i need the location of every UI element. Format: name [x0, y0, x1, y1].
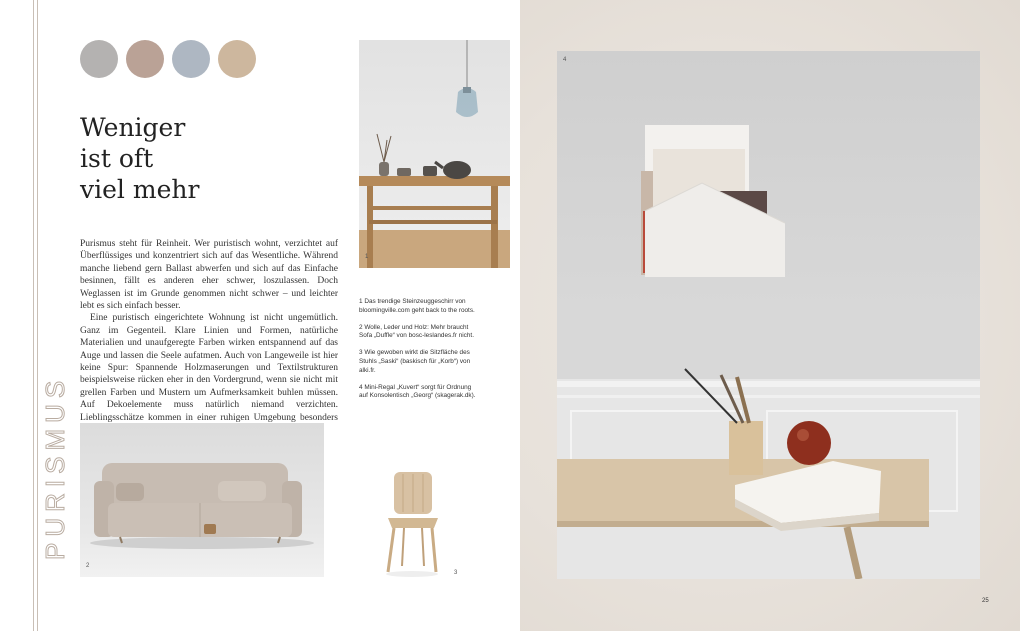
image-number: 4: [563, 57, 567, 63]
image-number: 3: [454, 570, 458, 576]
page-number: 25: [982, 598, 989, 604]
chair-photo: [370, 458, 462, 580]
image-captions: [359, 298, 479, 409]
title-line: viel mehr: [80, 175, 200, 204]
image-number: 1: [365, 254, 369, 260]
title-line: ist oft: [80, 144, 154, 173]
sofa-illustration: [80, 423, 324, 577]
sofa-photo: [80, 423, 324, 577]
caption: 4 Mini-Regal „Kuvert“ sorgt für Ordnung auf Konsolentisch „Georg“ (skagerak.dk).: [359, 383, 476, 400]
title-line: Weniger: [80, 113, 186, 142]
paragraph: Purismus steht für Reinheit. Wer puristisch wohnt, verzichtet auf Überflüssiges und konzentriert sich auf das Wesentliche. Während manche liebend gern Ballast abwerfen und sich auf das Einfache besinnen, fällt es anderen eher schwer, loszulassen. Doch Weglassen ist im Grunde genommen nicht schwer – und leichter lebt es sich einfach besser.: [80, 239, 338, 312]
decorative-rule: [37, 0, 38, 631]
chair-illustration: [370, 458, 462, 580]
caption: 1 Das trendige Steinzeuggeschirr von bloomingville.com geht back to the roots.: [359, 298, 475, 314]
image-number: 2: [86, 563, 90, 569]
caption: 2 Wolle, Leder und Holz: Mehr braucht Sofa „Duffle“ von bosc-leslandes.fr nicht.: [359, 323, 474, 340]
interior-illustration: [557, 51, 980, 579]
section-label: PURISMUS: [40, 374, 70, 560]
caption: 3 Wie gewoben wirkt die Sitzfläche des Stuhls „Saski“ (baskisch für „Korb“) von alki.fr.: [359, 349, 471, 374]
article-body: [80, 238, 338, 437]
color-swatch-sand: [218, 40, 256, 78]
color-swatch-grey: [80, 40, 118, 78]
paragraph: Eine puristisch eingerichtete Wohnung ist nicht ungemütlich. Ganz im Gegenteil. Klare Linien und Formen, natürliche Materialien und unaufgeregte Farben wirken entspannend auf das Auge und lassen die Seele aufatmen. Auch von Langeweile ist hier keine Spur: Spannende Holzmaserungen und Textilstrukturen beispielsweise rücken eher in den Vordergrund, wenn sie nicht mit grellen Farben und Mustern um Aufmerksamkeit buhlen müssen. Auf Dekoelemente muss natürlich niemand verzichten. Lieblingsschätze kommen in einer ruhigen Umgebung besonders: [80, 313, 338, 423]
table-photo: [359, 40, 510, 268]
table-illustration: [359, 40, 510, 268]
color-swatch-blue-grey: [172, 40, 210, 78]
main-photo: [557, 51, 980, 579]
decorative-rule: [33, 0, 34, 631]
page-title: [80, 112, 280, 205]
color-swatch-taupe: [126, 40, 164, 78]
